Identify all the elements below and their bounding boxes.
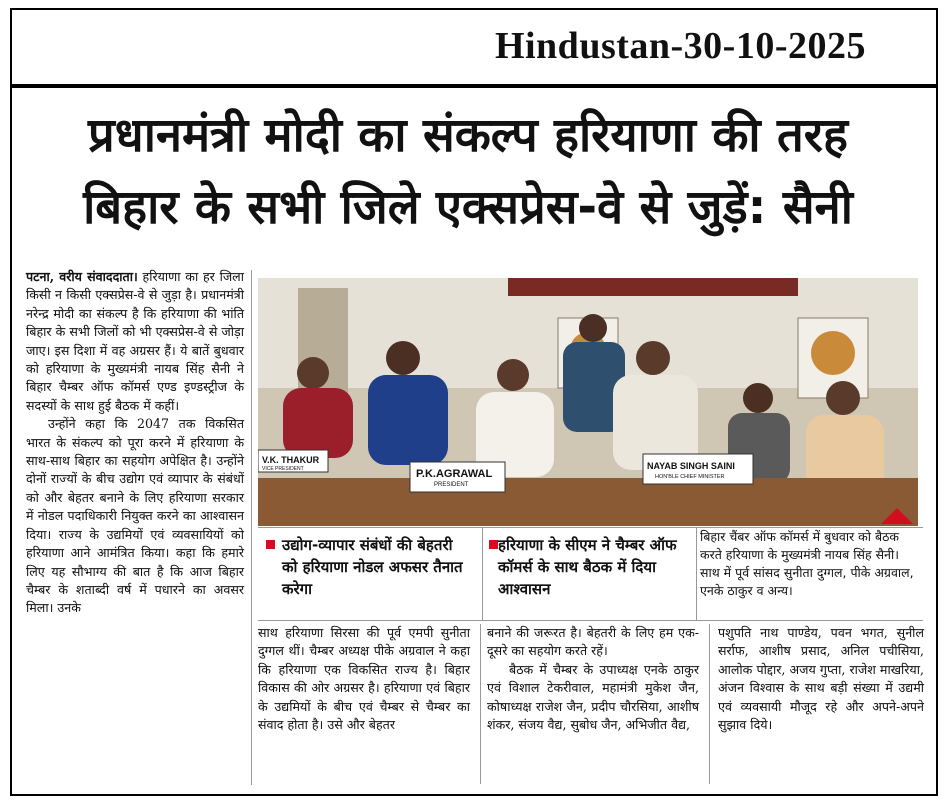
bullet-square — [489, 540, 498, 549]
article-paragraph: साथ हरियाणा सिरसा की पूर्व एमपी सुनीता दुग्गल थीं। चैम्बर अध्यक्ष पीके अग्रवाल ने कहा कि हरियाणा एक विकसित राज्य है। बिहार विकास की ओर अग्रसर है। हरियाणा एवं बिहार के उद्यमियों के बीच एवं चैम्बर से चैम्बर का संवाद होता है। उसे और बेहतर — [258, 625, 470, 733]
nameplate-right: NAYAB SINGH SAINI — [647, 461, 735, 471]
article-column-4 — [718, 624, 924, 734]
nameplate-left-sub: VICE PRESIDENT — [262, 466, 304, 472]
subhead-divider — [482, 528, 483, 620]
article-paragraph: पशुपति नाथ पाण्डेय, पवन भगत, सुनील सर्राफ, आशीष प्रसाद, अनिल पचीसिया, आलोक पोद्दार, अजय गुप्ता, राजेश माखरिया, अंजन विश्वास के साथ बड़ी संख्या में उद्यमी एवं व्यवसायी मौजूद रहे और अपने-अपने सुझाव दिये। — [718, 625, 924, 733]
nameplate-right-sub: HON'BLE CHIEF MINISTER — [655, 474, 725, 480]
headline — [18, 100, 918, 244]
masthead-date: Hindustan-30-10-2025 — [494, 25, 866, 67]
photo-caption: बिहार चैंबर ऑफ कॉमर्स में बुधवार को बैठक करते हरियाणा के मुख्यमंत्री नायब सिंह सैनी। साथ में पूर्व सांसद सुनीता दुग्गल, पीके अग्रवाल, एनके ठाकुर व अन्य। — [700, 529, 914, 598]
article-paragraph: बनाने की जरूरत है। बेहतरी के लिए हम एक-दूसरे का सहयोग करते रहें। — [487, 625, 699, 659]
photo-corner-marker — [881, 508, 913, 524]
column-divider — [480, 624, 481, 784]
subhead-right: हरियाणा के सीएम ने चैम्बर ऑफ कॉमर्स के साथ बैठक में दिया आश्वासन — [498, 536, 677, 598]
headline-line-2: बिहार के सभी जिले एक्सप्रेस-वे से जुड़ें: सैनी — [83, 180, 853, 235]
masthead — [12, 10, 936, 88]
article-paragraph: हरियाणा का हर जिला किसी न किसी एक्सप्रेस-वे से जुड़ा है। प्रधानमंत्री नरेन्द्र मोदी का संकल्प है कि हरियाणा की भांति बिहार के सभी जिलों को भी एक्सप्रेस-वे से जोड़ा जाए। इस दिशा में वह अग्रसर हैं। ये बातें बुधवार को हरियाणा के मुख्यमंत्री नायब सिंह सैनी ने बिहार चैम्बर ऑफ कॉमर्स एण्ड इण्डस्ट्रीज के सदस्यों के साथ हुई बैठक में कहीं। — [26, 269, 244, 413]
dateline: पटना, वरीय संवाददाता। — [26, 269, 138, 284]
subhead-bottom-rule — [258, 620, 923, 621]
article-paragraph: बैठक में चैम्बर के उपाध्यक्ष एनके ठाकुर एवं विशाल टेकरीवाल, महामंत्री मुकेश जैन, कोषाध्यक्ष राजेश जैन, प्रदीप चौरसिया, आशीष शंकर, संजय वैद्य, सुबोध जैन, अभिजीत वैद्य, — [487, 661, 699, 733]
news-photo — [258, 278, 918, 526]
subhead-left: उद्योग-व्यापार संबंधों की बेहतरी को हरियाणा नोडल अफसर तैनात करेगा — [282, 536, 463, 598]
nameplate-center: P.K.AGRAWAL — [416, 468, 493, 480]
article-column-1 — [26, 268, 244, 618]
article-paragraph: उन्होंने कहा कि 2047 तक विकसित भारत के संकल्प को पूरा करने में हरियाणा के साथ-साथ बिहार का सहयोग अपेक्षित है। उन्होंने दोनों राज्यों के बीच उद्योग एवं व्यापार के संबंधों को और बेहतर बनाने के लिए हरियाणा सरकार में नोडल पदाधिकारी नियुक्त करने का आश्वासन दिया। राज्य के उद्यमियों एवं व्यवसायियों को हरियाणा आने आमंत्रित किया। कहा कि हमारे लिए यह सौभाग्य की बात है कि आज बिहार चैम्बर के शताब्दी वर्ष में पधारने का अवसर मिला। उनके — [26, 416, 244, 616]
nameplate-center-sub: PRESIDENT — [434, 482, 469, 488]
bullet-square — [266, 540, 275, 549]
column-divider — [709, 624, 710, 784]
column-divider — [251, 270, 252, 785]
headline-line-1: प्रधानमंत्री मोदी का संकल्प हरियाणा की तरह — [88, 108, 848, 163]
article-column-2 — [258, 624, 470, 734]
article-column-3 — [487, 624, 699, 734]
nameplate-left: V.K. THAKUR — [262, 455, 320, 465]
